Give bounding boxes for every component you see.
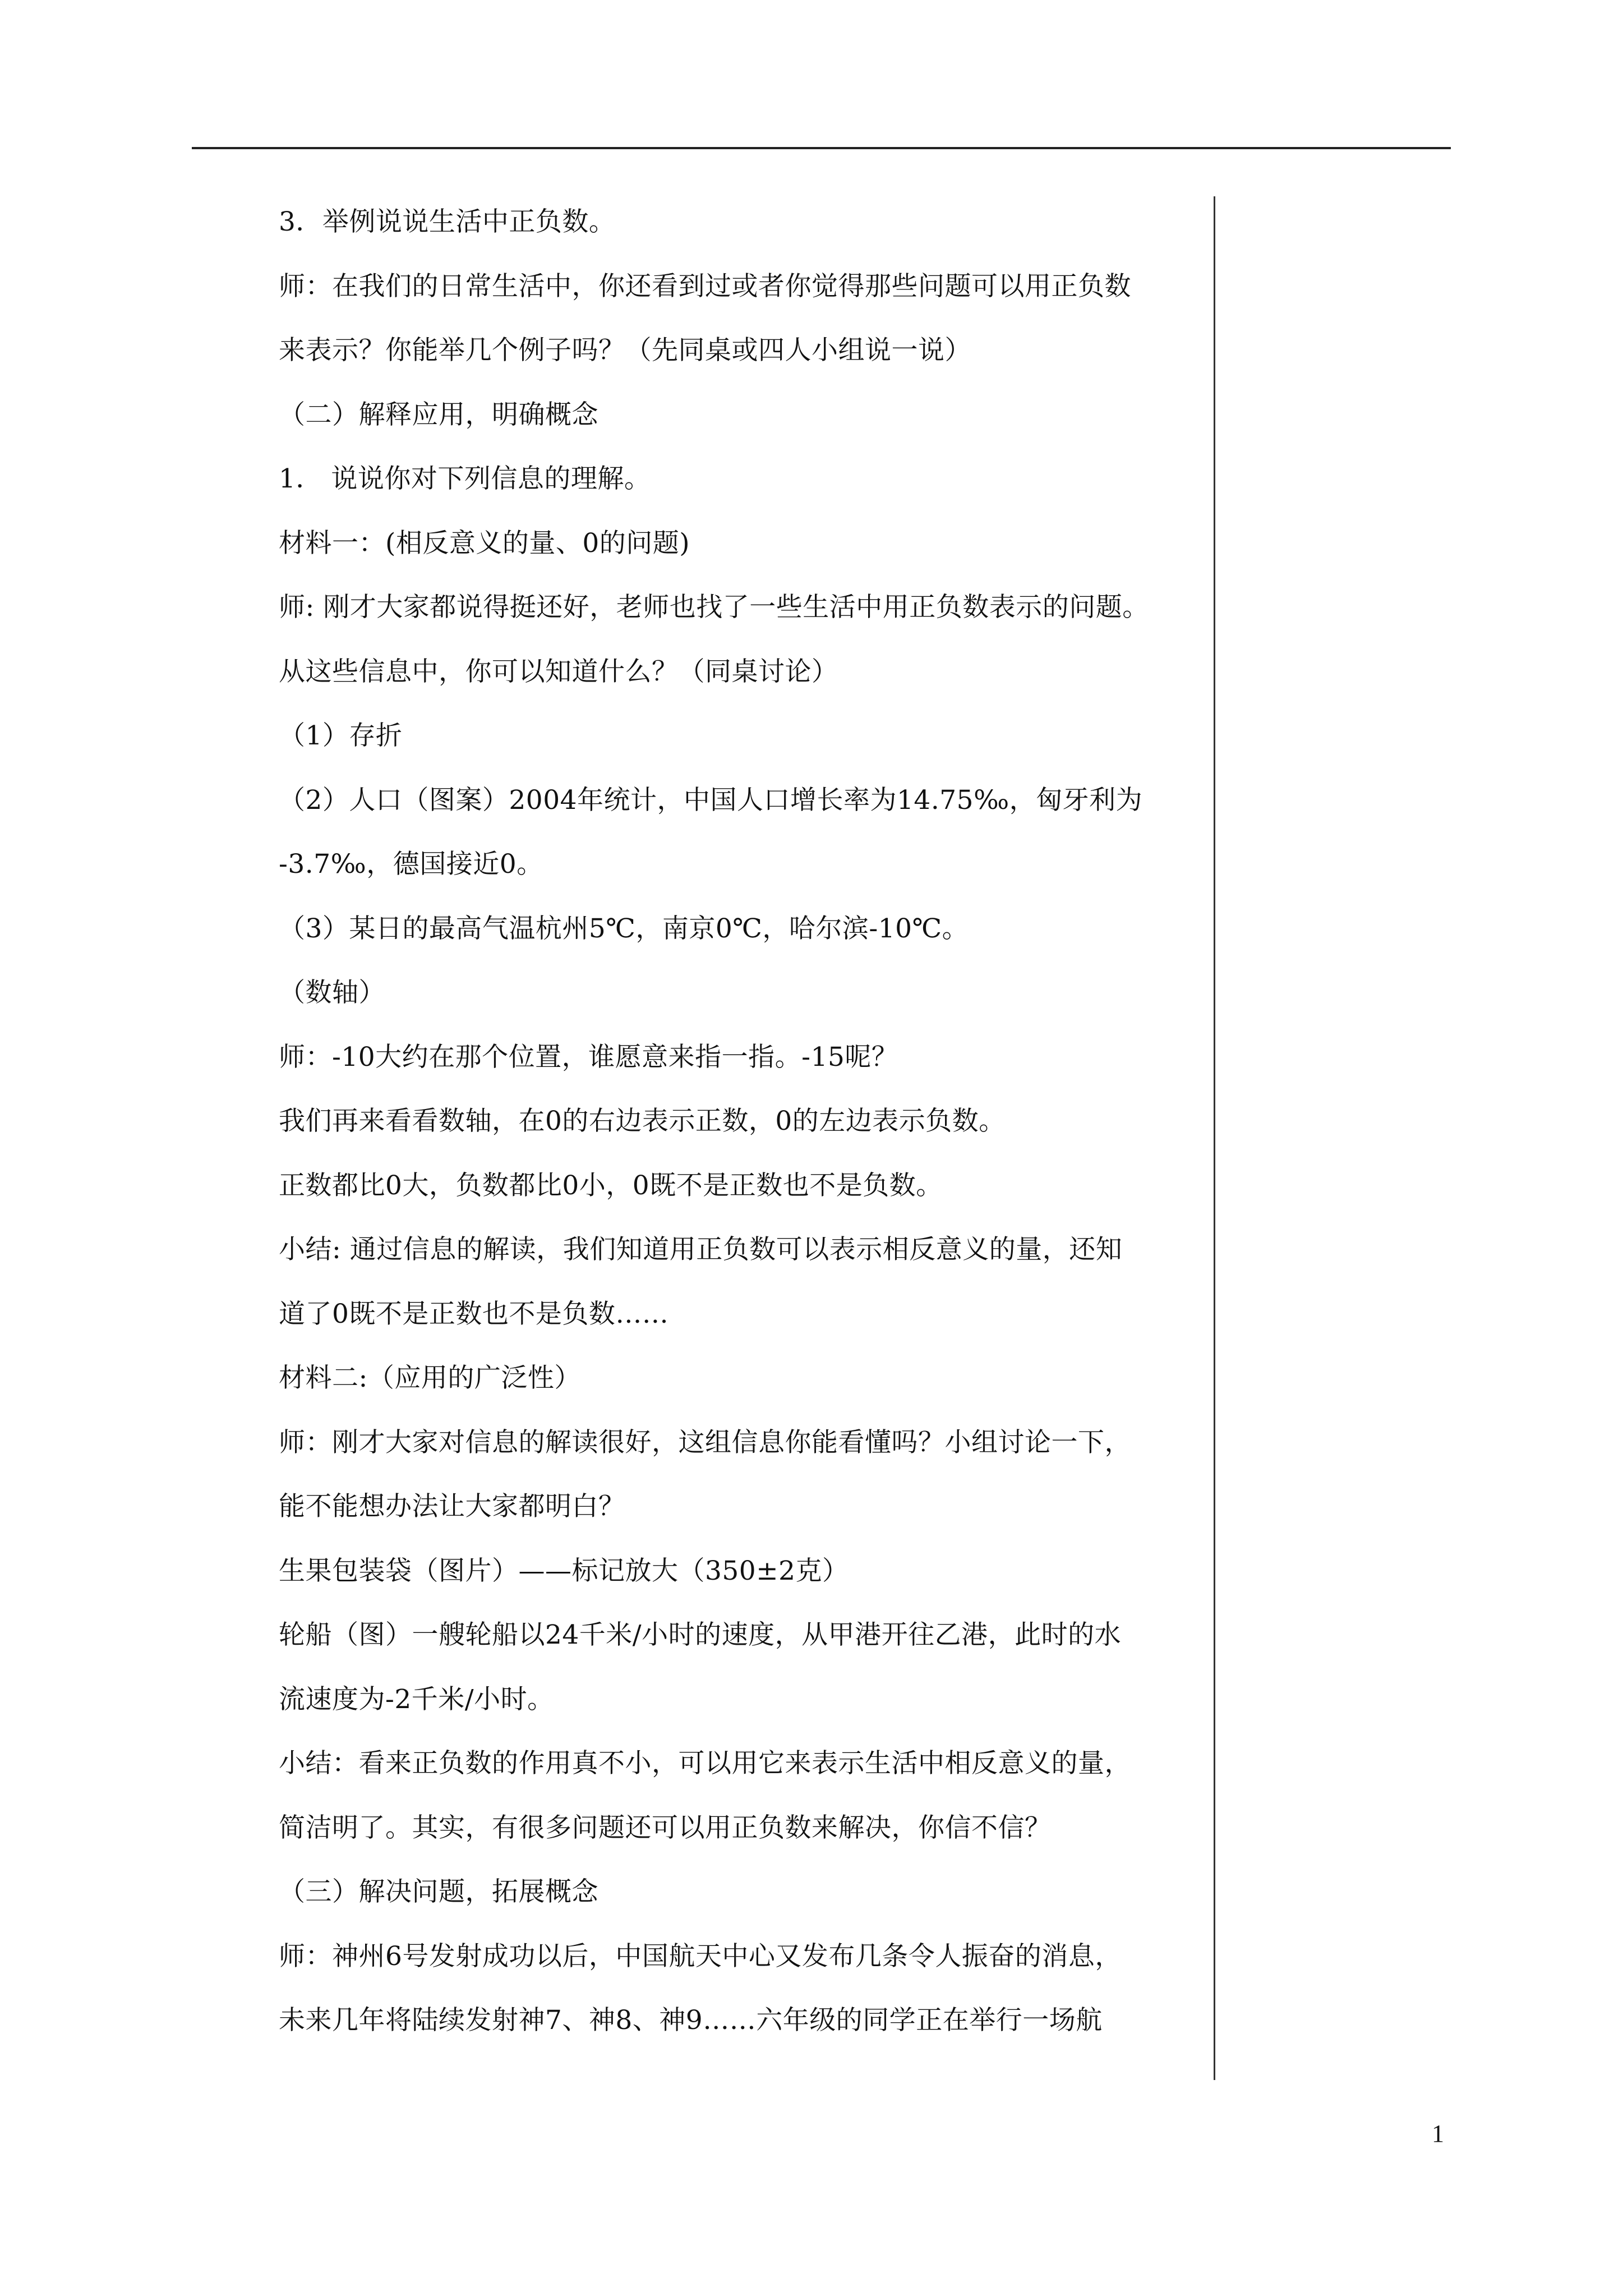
text-line: （1）存折 (279, 720, 403, 751)
text-line: 我们再来看看数轴，在0的右边表示正数，0的左边表示负数。 (279, 1106, 1006, 1137)
text-line: 师：在我们的日常生活中，你还看到过或者你觉得那些问题可以用正负数 (279, 270, 1131, 302)
text-line: 材料一：(相反意义的量、0的问题) (279, 527, 690, 559)
header-rule (192, 147, 1451, 149)
text-line: 未来几年将陆续发射神7、神8、神9……六年级的同学正在举行一场航 (279, 2005, 1103, 2036)
text-line: （2）人口（图案）2004年统计，中国人口增长率为14.75‰，匈牙利为 (279, 784, 1143, 816)
text-line: 来表示？你能举几个例子吗？（先同桌或四人小组说一说） (279, 335, 971, 366)
text-line: -3.7‰，德国接近0。 (279, 849, 543, 880)
text-line: 从这些信息中，你可以知道什么？（同桌讨论） (279, 656, 838, 687)
text-line: 简洁明了。其实，有很多问题还可以用正负数来解决，你信不信？ (279, 1812, 1052, 1843)
text-line: 3．举例说说生活中正负数。 (279, 206, 616, 237)
text-line: 道了0既不是正数也不是负数…… (279, 1298, 669, 1329)
text-line: 1． 说说你对下列信息的理解。 (279, 463, 651, 494)
text-line: 能不能想办法让大家都明白？ (279, 1491, 625, 1522)
text-line: （三）解决问题，拓展概念 (279, 1876, 598, 1907)
text-line: 师：神州6号发射成功以后，中国航天中心又发布几条令人振奋的消息， (279, 1940, 1122, 1972)
document-body (279, 206, 1214, 2072)
text-line: 师：-10大约在那个位置，谁愿意来指一指。-15呢？ (279, 1041, 898, 1073)
text-line: （二）解释应用，明确概念 (279, 399, 598, 430)
page-number: 1 (1432, 2120, 1444, 2147)
text-line: 轮船（图）一艘轮船以24千米/小时的速度，从甲港开往乙港，此时的水 (279, 1619, 1122, 1650)
text-line: 流速度为-2千米/小时。 (279, 1683, 554, 1715)
text-line: 材料二:（应用的广泛性） (279, 1363, 581, 1393)
text-line: 师: 刚才大家都说得挺还好，老师也找了一些生活中用正负数表示的问题。 (279, 592, 1149, 623)
text-line: （3）某日的最高气温杭州5℃，南京0℃，哈尔滨-10℃。 (279, 913, 969, 944)
text-line: 小结: 通过信息的解读，我们知道用正负数可以表示相反意义的量，还知 (279, 1234, 1123, 1265)
text-line: 小结：看来正负数的作用真不小，可以用它来表示生活中相反意义的量， (279, 1748, 1131, 1779)
text-line: 生果包装袋（图片）——标记放大（350±2克） (279, 1555, 849, 1586)
text-line: 正数都比0大，负数都比0小，0既不是正数也不是负数。 (279, 1170, 943, 1201)
text-line: （数轴） (279, 977, 385, 1008)
text-line: 师：刚才大家对信息的解读很好，这组信息你能看懂吗？小组讨论一下， (279, 1427, 1131, 1458)
